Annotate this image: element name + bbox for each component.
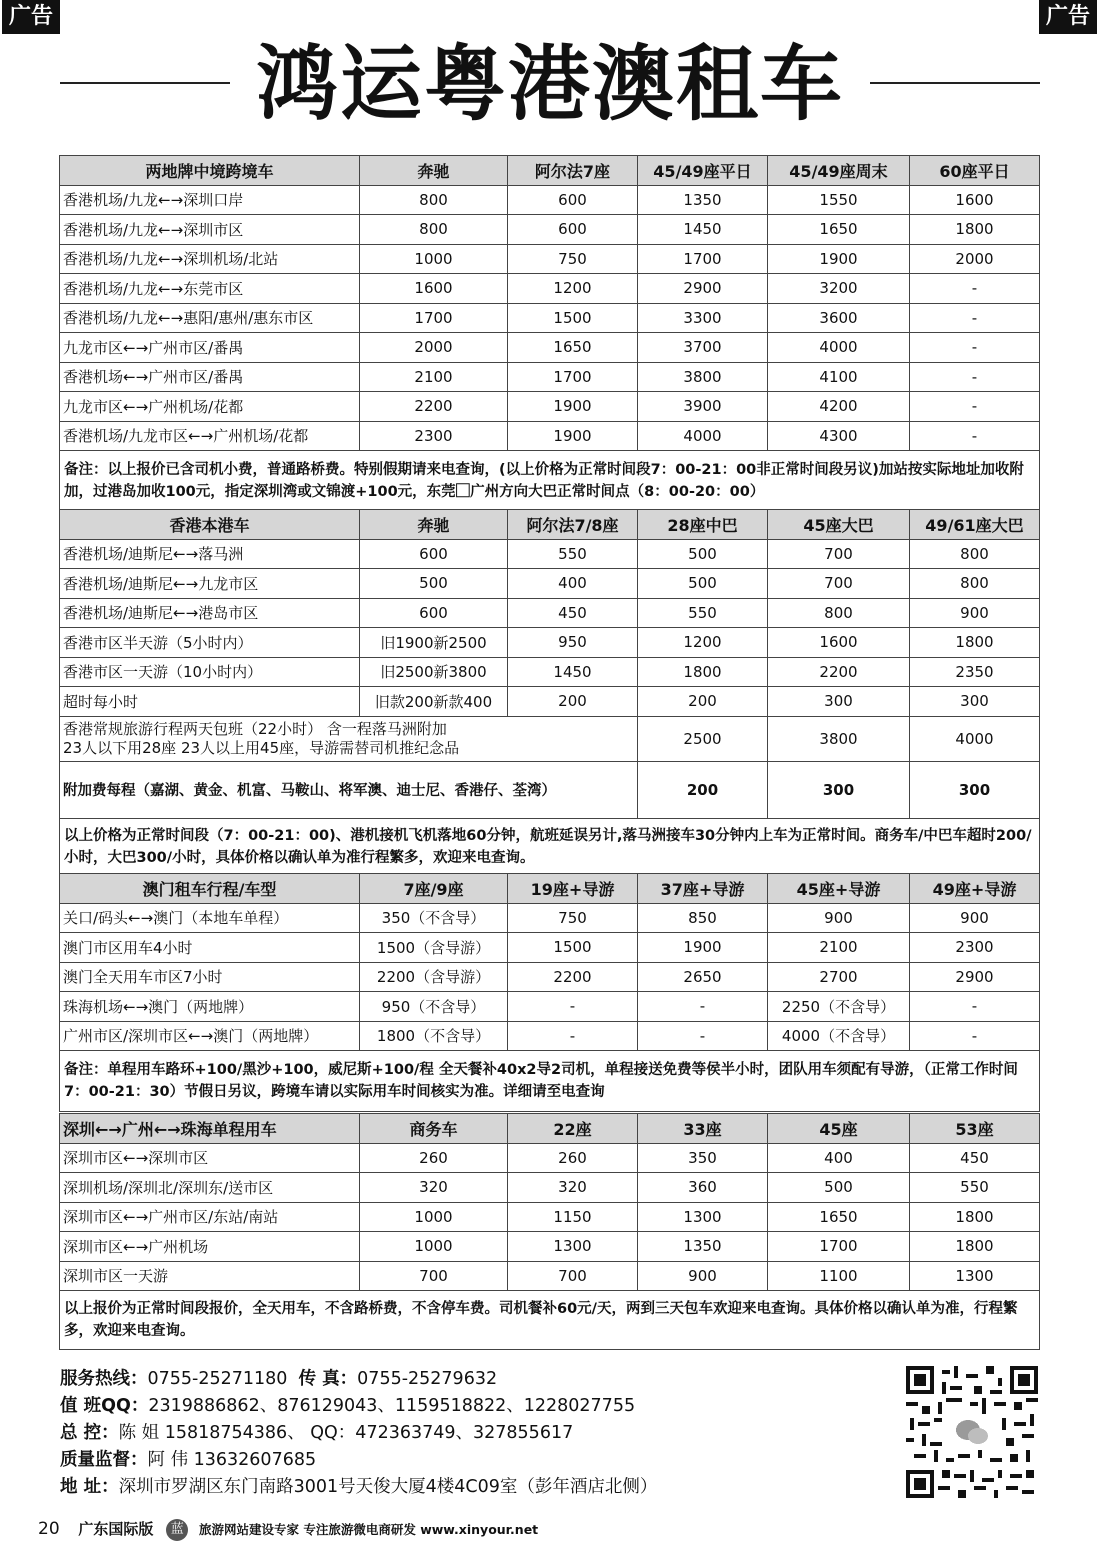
price-cell: 1350 xyxy=(638,185,768,215)
table-row xyxy=(60,185,1040,215)
page-number: 20 xyxy=(38,1519,60,1539)
price-cell: 1800 xyxy=(638,657,768,687)
price-cell: 500 xyxy=(638,539,768,569)
price-cell: 1150 xyxy=(508,1202,638,1232)
price-cell: 1800 xyxy=(910,215,1040,245)
table-row xyxy=(60,1261,1040,1291)
price-cell: 600 xyxy=(508,215,638,245)
price-cell: 2200（含导游） xyxy=(360,962,508,992)
price-cell: 800 xyxy=(910,539,1040,569)
contact-info xyxy=(60,1366,657,1501)
header-cell: 60座平日 xyxy=(910,156,1040,186)
price-cell: 2700 xyxy=(768,962,910,992)
price-cell: 1200 xyxy=(508,274,638,304)
table-row xyxy=(60,569,1040,599)
price-cell: - xyxy=(910,992,1040,1022)
route-cell: 深圳机场/深圳北/深圳东/送市区 xyxy=(60,1173,360,1203)
price-cell: 950（不含导） xyxy=(360,992,508,1022)
price-cell: - xyxy=(910,1021,1040,1051)
price-cell: 700 xyxy=(360,1261,508,1291)
macau-table xyxy=(59,873,1040,1112)
table-row xyxy=(60,1232,1040,1262)
header-cell: 19座+导游 xyxy=(508,874,638,904)
table-header xyxy=(60,156,1040,186)
page-footer xyxy=(38,1518,538,1541)
price-cell: 旧1900新2500 xyxy=(360,628,508,658)
qq-label: 值 班QQ： xyxy=(60,1396,149,1416)
table-row xyxy=(60,1173,1040,1203)
price-cell: 1500 xyxy=(508,933,638,963)
price-cell: 1300 xyxy=(910,1261,1040,1291)
route-cell: 广州市区/深圳市区←→澳门（两地牌） xyxy=(60,1021,360,1051)
price-cell: 3800 xyxy=(638,362,768,392)
manager-contact: 陈 姐 15818754386、 QQ：472363749、327855617 xyxy=(118,1423,574,1443)
price-cell: 550 xyxy=(910,1173,1040,1203)
header-cell: 53座 xyxy=(910,1114,1040,1144)
price-cell: 1700 xyxy=(360,303,508,333)
price-cell: 320 xyxy=(360,1173,508,1203)
address-text: 深圳市罗湖区东门南路3001号天俊大厦4楼4C09室（彭年酒店北侧） xyxy=(118,1477,658,1497)
price-cell: 700 xyxy=(768,539,910,569)
address-row xyxy=(60,1474,657,1501)
price-cell: 1650 xyxy=(768,215,910,245)
price-cell: 1900 xyxy=(508,392,638,422)
package-line: 23人以下用28座 23人以上用45座，导游需替司机推纪念品 xyxy=(63,738,460,757)
header-cell: 香港本港车 xyxy=(60,510,360,540)
table-row xyxy=(60,303,1040,333)
route-cell: 深圳市区←→广州市区/东站/南站 xyxy=(60,1202,360,1232)
price-cell: 450 xyxy=(910,1143,1040,1173)
table-row xyxy=(60,687,1040,717)
header-cell: 49/61座大巴 xyxy=(910,510,1040,540)
price-cell: 300 xyxy=(910,687,1040,717)
route-cell: 超时每小时 xyxy=(60,687,360,717)
price-cell: 1900 xyxy=(508,421,638,451)
header-cell: 奔驰 xyxy=(360,510,508,540)
header-cell: 奔驰 xyxy=(360,156,508,186)
route-cell: 九龙市区←→广州机场/花都 xyxy=(60,392,360,422)
price-cell: 550 xyxy=(508,539,638,569)
price-cell: 2000 xyxy=(910,244,1040,274)
route-cell: 九龙市区←→广州市区/番禺 xyxy=(60,333,360,363)
package-line: 香港常规旅游行程两天包班（22小时） 含一程落马洲附加 xyxy=(63,719,447,738)
price-cell: 900 xyxy=(638,1261,768,1291)
page-title: 鸿运粤港澳租车 xyxy=(255,37,844,132)
shenzhen-guangzhou-table xyxy=(59,1113,1040,1350)
price-cell: - xyxy=(910,333,1040,363)
price-cell: 4200 xyxy=(768,392,910,422)
price-cell: 350 xyxy=(638,1143,768,1173)
route-cell: 香港机场/九龙市区←→广州机场/花都 xyxy=(60,421,360,451)
price-cell: 2500 xyxy=(638,716,768,761)
surcharge-row xyxy=(60,761,1040,818)
price-cell: 1100 xyxy=(768,1261,910,1291)
price-cell: 300 xyxy=(910,761,1040,818)
table-row xyxy=(60,1021,1040,1051)
route-cell: 深圳市区一天游 xyxy=(60,1261,360,1291)
route-cell: 香港机场/迪斯尼←→港岛市区 xyxy=(60,598,360,628)
header-cell: 33座 xyxy=(638,1114,768,1144)
price-cell: 300 xyxy=(768,687,910,717)
header-cell: 45/49座周末 xyxy=(768,156,910,186)
ad-label-right: 广告 xyxy=(1039,0,1097,34)
price-cell: 1300 xyxy=(508,1232,638,1262)
header-cell: 7座/9座 xyxy=(360,874,508,904)
table-row xyxy=(60,1143,1040,1173)
price-cell: 1600 xyxy=(910,185,1040,215)
price-cell: 800 xyxy=(360,185,508,215)
header-cell: 两地牌中境跨境车 xyxy=(60,156,360,186)
table-row xyxy=(60,598,1040,628)
title-divider-left xyxy=(60,82,230,84)
price-cell: 450 xyxy=(508,598,638,628)
title-block xyxy=(60,32,1040,142)
price-cell: 300 xyxy=(768,761,910,818)
header-cell: 49座+导游 xyxy=(910,874,1040,904)
price-cell: 1550 xyxy=(768,185,910,215)
price-cell: 900 xyxy=(910,903,1040,933)
table-row xyxy=(60,215,1040,245)
price-cell: 600 xyxy=(360,539,508,569)
price-cell: 2350 xyxy=(910,657,1040,687)
edition-label: 广东国际版 xyxy=(78,1520,154,1538)
price-cell: 1800 xyxy=(910,1232,1040,1262)
qq-numbers: 2319886862、876129043、1159518822、1228027755 xyxy=(148,1396,636,1416)
table-row xyxy=(60,962,1040,992)
note-row: 备注：以上报价已含司机小费，普通路桥费。特别假期请来电查询，(以上价格为正常时间段7：00-21：00非正常时间段另议)加站按实际地址加收附加，过港岛加收100元，指定深圳湾或文锦渡+100元，东莞⃞广州方向大巴正常时间点（8：00-20：00） xyxy=(60,451,1040,512)
header-cell: 45座+导游 xyxy=(768,874,910,904)
price-cell: 200 xyxy=(638,761,768,818)
package-description xyxy=(60,716,638,761)
table-row xyxy=(60,274,1040,304)
price-cell: 1000 xyxy=(360,1232,508,1262)
price-cell: 1700 xyxy=(638,244,768,274)
price-cell: - xyxy=(508,992,638,1022)
price-cell: - xyxy=(910,421,1040,451)
price-cell: 2300 xyxy=(360,421,508,451)
price-cell: 1000 xyxy=(360,1202,508,1232)
table-row xyxy=(60,1202,1040,1232)
route-cell: 深圳市区←→广州机场 xyxy=(60,1232,360,1262)
price-cell: 1450 xyxy=(638,215,768,245)
route-cell: 香港机场/九龙←→东莞市区 xyxy=(60,274,360,304)
price-cell: 3200 xyxy=(768,274,910,304)
price-cell: 2000 xyxy=(360,333,508,363)
header-cell: 深圳←→广州←→珠海单程用车 xyxy=(60,1114,360,1144)
price-cell: 2200 xyxy=(508,962,638,992)
price-cell: 1700 xyxy=(508,362,638,392)
wechat-qr-code-icon xyxy=(906,1366,1038,1498)
hotline-label: 服务热线： xyxy=(60,1369,148,1389)
header-cell: 28座中巴 xyxy=(638,510,768,540)
price-cell: 1800 xyxy=(910,628,1040,658)
price-cell: 400 xyxy=(768,1143,910,1173)
hong-kong-table xyxy=(59,509,1040,876)
table-row xyxy=(60,244,1040,274)
route-cell: 珠海机场←→澳门（两地牌） xyxy=(60,992,360,1022)
price-cell: 2200 xyxy=(360,392,508,422)
manager-label: 总 控： xyxy=(60,1423,119,1443)
price-cell: 3300 xyxy=(638,303,768,333)
price-cell: 2250（不含导） xyxy=(768,992,910,1022)
price-cell: 2900 xyxy=(638,274,768,304)
price-cell: 旧款200新款400 xyxy=(360,687,508,717)
table-header xyxy=(60,874,1040,904)
hotline-row xyxy=(60,1366,657,1393)
price-cell: 500 xyxy=(360,569,508,599)
header-cell: 阿尔法7座 xyxy=(508,156,638,186)
route-cell: 香港机场/迪斯尼←→落马洲 xyxy=(60,539,360,569)
ad-label-left: 广告 xyxy=(2,0,60,34)
price-cell: 4000 xyxy=(768,333,910,363)
table-header xyxy=(60,1114,1040,1144)
header-cell: 阿尔法7/8座 xyxy=(508,510,638,540)
header-cell: 澳门租车行程/车型 xyxy=(60,874,360,904)
price-cell: 1700 xyxy=(768,1232,910,1262)
price-cell: 1350 xyxy=(638,1232,768,1262)
footer-tagline: 旅游网站建设专家 专注旅游微电商研发 www.xinyour.net xyxy=(199,1522,539,1537)
header-cell: 37座+导游 xyxy=(638,874,768,904)
table-row xyxy=(60,628,1040,658)
price-cell: 1650 xyxy=(768,1202,910,1232)
price-cell: 360 xyxy=(638,1173,768,1203)
table-row xyxy=(60,421,1040,451)
package-row xyxy=(60,716,1040,761)
price-cell: 950 xyxy=(508,628,638,658)
price-cell: 600 xyxy=(508,185,638,215)
price-cell: 400 xyxy=(508,569,638,599)
address-label: 地 址： xyxy=(60,1477,119,1497)
fax-label: 传 真： xyxy=(298,1369,358,1389)
price-cell: 2650 xyxy=(638,962,768,992)
price-cell: 1800 xyxy=(910,1202,1040,1232)
header-cell: 商务车 xyxy=(360,1114,508,1144)
header-cell: 22座 xyxy=(508,1114,638,1144)
price-cell: 1900 xyxy=(638,933,768,963)
route-cell: 澳门市区用车4小时 xyxy=(60,933,360,963)
table-row xyxy=(60,362,1040,392)
price-cell: - xyxy=(638,1021,768,1051)
price-cell: 1000 xyxy=(360,244,508,274)
header-cell: 45/49座平日 xyxy=(638,156,768,186)
price-cell: 1300 xyxy=(638,1202,768,1232)
price-cell: 500 xyxy=(638,569,768,599)
price-cell: 200 xyxy=(508,687,638,717)
price-cell: 700 xyxy=(768,569,910,599)
note-row: 以上报价为正常时间段报价，全天用车，不含路桥费，不含停车费。司机餐补60元/天，两到三天包车欢迎来电查询。具体价格以确认单为准，行程繁多，欢迎来电查询。 xyxy=(60,1291,1040,1350)
qq-row xyxy=(60,1393,657,1420)
title-divider-right xyxy=(870,82,1040,84)
price-cell: 350（不含导） xyxy=(360,903,508,933)
price-cell: 4000 xyxy=(638,421,768,451)
route-cell: 香港市区半天游（5小时内） xyxy=(60,628,360,658)
price-cell: 3700 xyxy=(638,333,768,363)
price-cell: 4000 xyxy=(910,716,1040,761)
price-cell: 800 xyxy=(768,598,910,628)
table-row xyxy=(60,333,1040,363)
price-cell: 550 xyxy=(638,598,768,628)
note-row: 以上价格为正常时间段（7：00-21：00)、港机接机飞机落地60分钟，航班延误另计,落马洲接车30分钟内上车为正常时间。商务车/中巴车超时200/小时，大巴300/小时，具体价格以确认单为准行程繁多，欢迎来电查询。 xyxy=(60,818,1040,875)
price-cell: 1650 xyxy=(508,333,638,363)
table-row xyxy=(60,392,1040,422)
table-row xyxy=(60,903,1040,933)
supervisor-contact: 阿 伟 13632607685 xyxy=(147,1450,317,1470)
header-cell: 45座大巴 xyxy=(768,510,910,540)
price-cell: 800 xyxy=(910,569,1040,599)
price-cell: 2200 xyxy=(768,657,910,687)
price-cell: 3900 xyxy=(638,392,768,422)
price-cell: 850 xyxy=(638,903,768,933)
price-cell: 4000（不含导） xyxy=(768,1021,910,1051)
route-cell: 香港机场/九龙←→深圳口岸 xyxy=(60,185,360,215)
price-cell: 1900 xyxy=(768,244,910,274)
price-cell: 4100 xyxy=(768,362,910,392)
price-cell: 3800 xyxy=(768,716,910,761)
price-cell: 旧2500新3800 xyxy=(360,657,508,687)
price-cell: 1200 xyxy=(638,628,768,658)
price-cell: 2900 xyxy=(910,962,1040,992)
table-header xyxy=(60,510,1040,540)
brand-logo-icon: 蓝 xyxy=(166,1519,188,1541)
table-row xyxy=(60,539,1040,569)
surcharge-label: 附加费每程（嘉湖、黄金、机富、马鞍山、将军澳、迪士尼、香港仔、荃湾） xyxy=(60,761,638,818)
route-cell: 香港机场/九龙←→深圳机场/北站 xyxy=(60,244,360,274)
route-cell: 香港机场/迪斯尼←→九龙市区 xyxy=(60,569,360,599)
table-row xyxy=(60,933,1040,963)
hotline-number: 0755-25271180 xyxy=(147,1369,288,1389)
price-cell: 4300 xyxy=(768,421,910,451)
price-cell: 900 xyxy=(768,903,910,933)
price-cell: 200 xyxy=(638,687,768,717)
price-cell: - xyxy=(508,1021,638,1051)
price-cell: 1600 xyxy=(768,628,910,658)
manager-row xyxy=(60,1420,657,1447)
price-cell: 900 xyxy=(910,598,1040,628)
price-cell: - xyxy=(910,274,1040,304)
route-cell: 香港机场←→广州市区/番禺 xyxy=(60,362,360,392)
price-cell: 320 xyxy=(508,1173,638,1203)
price-cell: - xyxy=(638,992,768,1022)
price-cell: 800 xyxy=(360,215,508,245)
price-cell: 750 xyxy=(508,903,638,933)
table-row xyxy=(60,657,1040,687)
price-cell: - xyxy=(910,392,1040,422)
price-cell: - xyxy=(910,362,1040,392)
route-cell: 香港机场/九龙←→惠阳/惠州/惠东市区 xyxy=(60,303,360,333)
price-cell: 1500 xyxy=(508,303,638,333)
supervisor-label: 质量监督： xyxy=(60,1450,148,1470)
supervisor-row xyxy=(60,1447,657,1474)
price-cell: 750 xyxy=(508,244,638,274)
route-cell: 香港市区一天游（10小时内） xyxy=(60,657,360,687)
price-cell: 2300 xyxy=(910,933,1040,963)
price-cell: 1450 xyxy=(508,657,638,687)
table-row xyxy=(60,992,1040,1022)
route-cell: 香港机场/九龙←→深圳市区 xyxy=(60,215,360,245)
price-cell: 260 xyxy=(508,1143,638,1173)
price-cell: 260 xyxy=(360,1143,508,1173)
header-cell: 45座 xyxy=(768,1114,910,1144)
cross-border-table xyxy=(59,155,1040,512)
price-cell: 1800（不含导） xyxy=(360,1021,508,1051)
price-cell: 1500（含导游） xyxy=(360,933,508,963)
price-cell: 2100 xyxy=(360,362,508,392)
note-row: 备注：单程用车路环+100/黑沙+100，威尼斯+100/程 全天餐补40x2导2司机，单程接送免费等侯半小时，团队用车须配有导游，（正常工作时间7：00-21：30）节假日另议，跨境车请以实际用车时间核实为准。详细请至电查询 xyxy=(60,1051,1040,1112)
price-cell: 2100 xyxy=(768,933,910,963)
price-cell: 1600 xyxy=(360,274,508,304)
price-cell: 3600 xyxy=(768,303,910,333)
price-cell: - xyxy=(910,303,1040,333)
route-cell: 深圳市区←→深圳市区 xyxy=(60,1143,360,1173)
route-cell: 关口/码头←→澳门（本地车单程） xyxy=(60,903,360,933)
price-cell: 700 xyxy=(508,1261,638,1291)
price-cell: 600 xyxy=(360,598,508,628)
fax-number: 0755-25279632 xyxy=(357,1369,498,1389)
route-cell: 澳门全天用车市区7小时 xyxy=(60,962,360,992)
price-cell: 500 xyxy=(768,1173,910,1203)
